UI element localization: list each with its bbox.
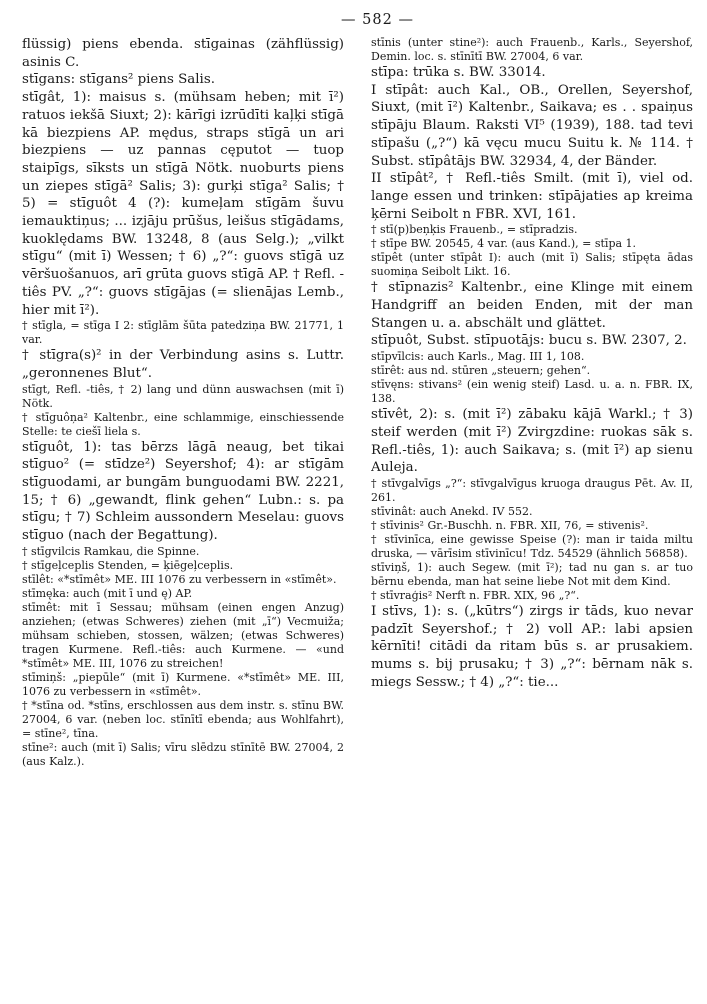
dictionary-entry (22, 671, 344, 699)
entry-text: stīgât, 1): maisus s. (mühsam heben; mit ī²) ratuos iekšā Siuxt; 2): kārīgi izrūdīti kaļķi stīgā kā biezpiens AP. mędus, straps stīgā un ari biezpiens — uz pannas cęputot — tuop staipīgs, sīksts un stīgā Nötk. nuoburts piens un ziepes stīgā² Salis; 3): gurķi stīga² Salis; † 5) = stīguôt 4 (?): kumeļam stīgām šuvu iemauktiņus; ... izjāju prūšus, leišus stīgādams, kuoklędams BW. 13248, 8 (aus Selg.); „vilkt stīgu“ (mit ī) Wessen; † 6) „?“: guovs stīgā uz vēršuošanuos, arī grūta guovs stīgā AP. † Refl. -tiês PV. „?“: guovs stīgājas (= slienājas Lemb., hier mit ī²). (22, 90, 344, 318)
right-column (371, 36, 693, 769)
dictionary-entry (22, 36, 344, 71)
dictionary-entry (22, 741, 344, 769)
dictionary-entry (371, 36, 693, 64)
entry-text: † stīgra(s)² in der Verbindung asins s. Luttr. „geronnenes Blut“. (22, 348, 344, 381)
entry-text: stīne²: auch (mit ī) Salis; vīru slēdzu stīnītē BW. 27004, 2 (aus Kalz.). (22, 740, 344, 768)
entry-text: † stīvraģis² Nerft n. FBR. XIX, 96 „?“. (371, 588, 580, 602)
entry-text: stīgans: stīgans² piens Salis. (22, 72, 215, 88)
entry-text: stīvinât: auch Anekd. IV 552. (371, 504, 533, 518)
dictionary-entry (22, 89, 344, 319)
dictionary-entry (22, 559, 344, 573)
entry-text: † stīgvilcis Ramkau, die Spinne. (22, 544, 200, 558)
dictionary-entry (22, 319, 344, 347)
dictionary-entry (371, 279, 693, 332)
dictionary-entry (371, 406, 693, 477)
dictionary-entry (371, 519, 693, 533)
dictionary-entry (371, 237, 693, 251)
entry-text: stīpvīlcis: auch Karls., Mag. III 1, 108. (371, 350, 585, 364)
entry-text: stīmiņš: „piepūle“ (mit ī) Kurmene. «*stīmêt» ME. III, 1076 zu verbessern in «stīmêt». (22, 670, 344, 698)
entry-text: stīmêt: mit ī Sessau; mühsam (einen engen Anzug) anziehen; (etwas Schweres) ziehen (mit „ī“) Vecmuiža; mühsam schieben, stossen, wälzen; (etwas Schweres) tragen Kurmene. Refl.-tiês: auch Kurmene. — «und *stīmêt» ME. III, 1076 zu streichen! (22, 600, 344, 670)
entry-text: stīvêt, 2): s. (mit ī²) zābaku kājā Warkl.; † 3) steif werden (mit ī²) Zvirgzdine: ruokas sāk s. Refl.-tiês, 1): auch Saikava; s. (mit ī²) ap sienu Auleja. (371, 407, 693, 476)
dictionary-entry (371, 82, 693, 171)
dictionary-entry (371, 477, 693, 505)
dictionary-entry (22, 71, 344, 89)
entry-text: † *stīna od. *stīns, erschlossen aus dem instr. s. stīnu BW. 27004, 6 var. (neben loc. stīnītī ebenda; aus Wohlfahrt), = stīne², tīna. (22, 698, 344, 740)
entry-text: stīguôt, 1): tas bērzs lāgā neaug, bet tikai stīguo² (= stīdze²) Seyershof; 4): ar stīgām stīguodami, ar bungām bunguodami BW. 2221, 15; † 6) „gewandt, flink gehen“ Lubn.: s. pa stīgu; † 7) Schleim aussondern Meselau: guovs stīguo (nach der Begattung). (22, 439, 344, 544)
entry-text: stīvęns: stivans² (ein wenig steif) Lasd. u. a. n. FBR. IX, 138. (371, 378, 693, 406)
entry-text: stīmęka: auch (mit ī und ę) AP. (22, 586, 193, 600)
dictionary-entry (22, 601, 344, 671)
dictionary-entry (22, 383, 344, 411)
dictionary-entry (371, 561, 693, 589)
entry-text: stīpa: trūka s. BW. 33014. (371, 65, 546, 80)
entry-text: † stīgla, = stīga I 2: stīglām šūta patedziņa BW. 21771, 1 var. (22, 319, 344, 347)
entry-text: stīpêt (unter stīpât I): auch (mit ī) Salis; stīpęta ādas suomiņa Seibolt Likt. 16. (371, 251, 693, 279)
entry-text: stīgt, Refl. -tiês, † 2) lang und dünn auswachsen (mit ī) Nötk. (22, 382, 344, 410)
dictionary-entry (371, 364, 693, 378)
dictionary-entry (371, 505, 693, 519)
dictionary-entry (371, 170, 693, 223)
entry-text: † stīvgalvīgs „?“: stīvgalvīgus kruoga draugus Pēt. Av. II, 261. (371, 476, 693, 504)
dictionary-entry (22, 699, 344, 741)
entry-text: stīnis (unter stine²): auch Frauenb., Karls., Seyershof, Demin. loc. s. stīnītī BW. 27004, 6 var. (371, 36, 693, 63)
entry-text: stīrêt: aus nd. stūren „steuern; gehen“. (371, 364, 591, 378)
dictionary-entry (371, 533, 693, 561)
entry-text: I stīvs, 1): s. („kūtrs“) zirgs ir tāds, kuo nevar padzīt Seyershof.; † 2) voll AP.: labi apsien kērnīti! citādi da ritam būs s. ar prusakiem. mums s. bij prusaku; † 3) „?“: bērnam nāk s. miegs Sessw.; † 4) „?“: tie... (371, 603, 693, 690)
dictionary-entry (22, 347, 344, 382)
entry-text: stīviņš, 1): auch Segew. (mit ī²); tad nu gan s. ar tuo bērnu ebenda, man hat seine liebe Not mit dem Kind. (371, 560, 693, 588)
dictionary-entry (371, 332, 693, 350)
left-column (22, 36, 344, 769)
dictionary-entry (371, 603, 693, 692)
entry-text: † stīguôņa² Kaltenbr., eine schlammige, einschiessende Stelle: te ciešī liela s. (22, 410, 344, 438)
dictionary-entry (371, 64, 693, 82)
dictionary-entry (371, 589, 693, 603)
entry-text: † stī(p)beņķis Frauenb., = stīpradzis. (371, 223, 578, 237)
dictionary-entry (22, 411, 344, 439)
dictionary-entry (22, 587, 344, 601)
page-number: — 582 — (341, 12, 414, 28)
two-column-body (22, 36, 693, 769)
entry-text: flüssig) piens ebenda. stīgainas (zähflüssig) asinis C. (22, 37, 344, 70)
dictionary-entry (371, 378, 693, 406)
entry-text: † stīpnazis² Kaltenbr., eine Klinge mit einem Handgriff an beiden Enden, mit der man Stangen u. a. abschält und glättet. (371, 280, 693, 331)
dictionary-entry (371, 223, 693, 237)
entry-text: † stīpe BW. 20545, 4 var. (aus Kand.), = stīpa 1. (371, 237, 637, 251)
entry-text: † stīvinīca, eine gewisse Speise (?): man ir taida miltu druska, — vārīsim stīvinīcu! Tdz. 54529 (ähnlich 56858). (371, 532, 693, 560)
dictionary-entry (22, 545, 344, 559)
dictionary-entry (22, 439, 344, 545)
entry-text: stīlêt: «*stīmêt» ME. III 1076 zu verbessern in «stīmêt». (22, 572, 337, 586)
entry-text: II stīpât², † Refl.-tiês Smilt. (mit ī), viel od. lange essen und trinken: stīpājaties ap kreima ķērni Seibolt n FBR. XVI, 161. (371, 171, 693, 222)
entry-text: I stīpât: auch Kal., OB., Orellen, Seyershof, Siuxt, (mit ī²) Kaltenbr., Saikava; es . . spaiņus stīpāju Blaum. Raksti VI⁵ (1939), 188. tad tevi stīpašu („?“) kā vęcu mucu Suitu k. № 114. † Subst. stīpâtājs BW. 32934, 4, der Bänder. (371, 82, 693, 169)
entry-text: † stīvinis² Gr.-Buschh. n. FBR. XII, 76, = stivenis². (371, 518, 649, 532)
entry-text: stīpuôt, Subst. stīpuotājs: bucu s. BW. 2307, 2. (371, 333, 687, 349)
entry-text: † stīgeļceplis Stenden, = ķiēgeļceplis. (22, 558, 234, 572)
dictionary-entry (22, 573, 344, 587)
dictionary-entry (371, 350, 693, 364)
dictionary-entry (371, 251, 693, 279)
